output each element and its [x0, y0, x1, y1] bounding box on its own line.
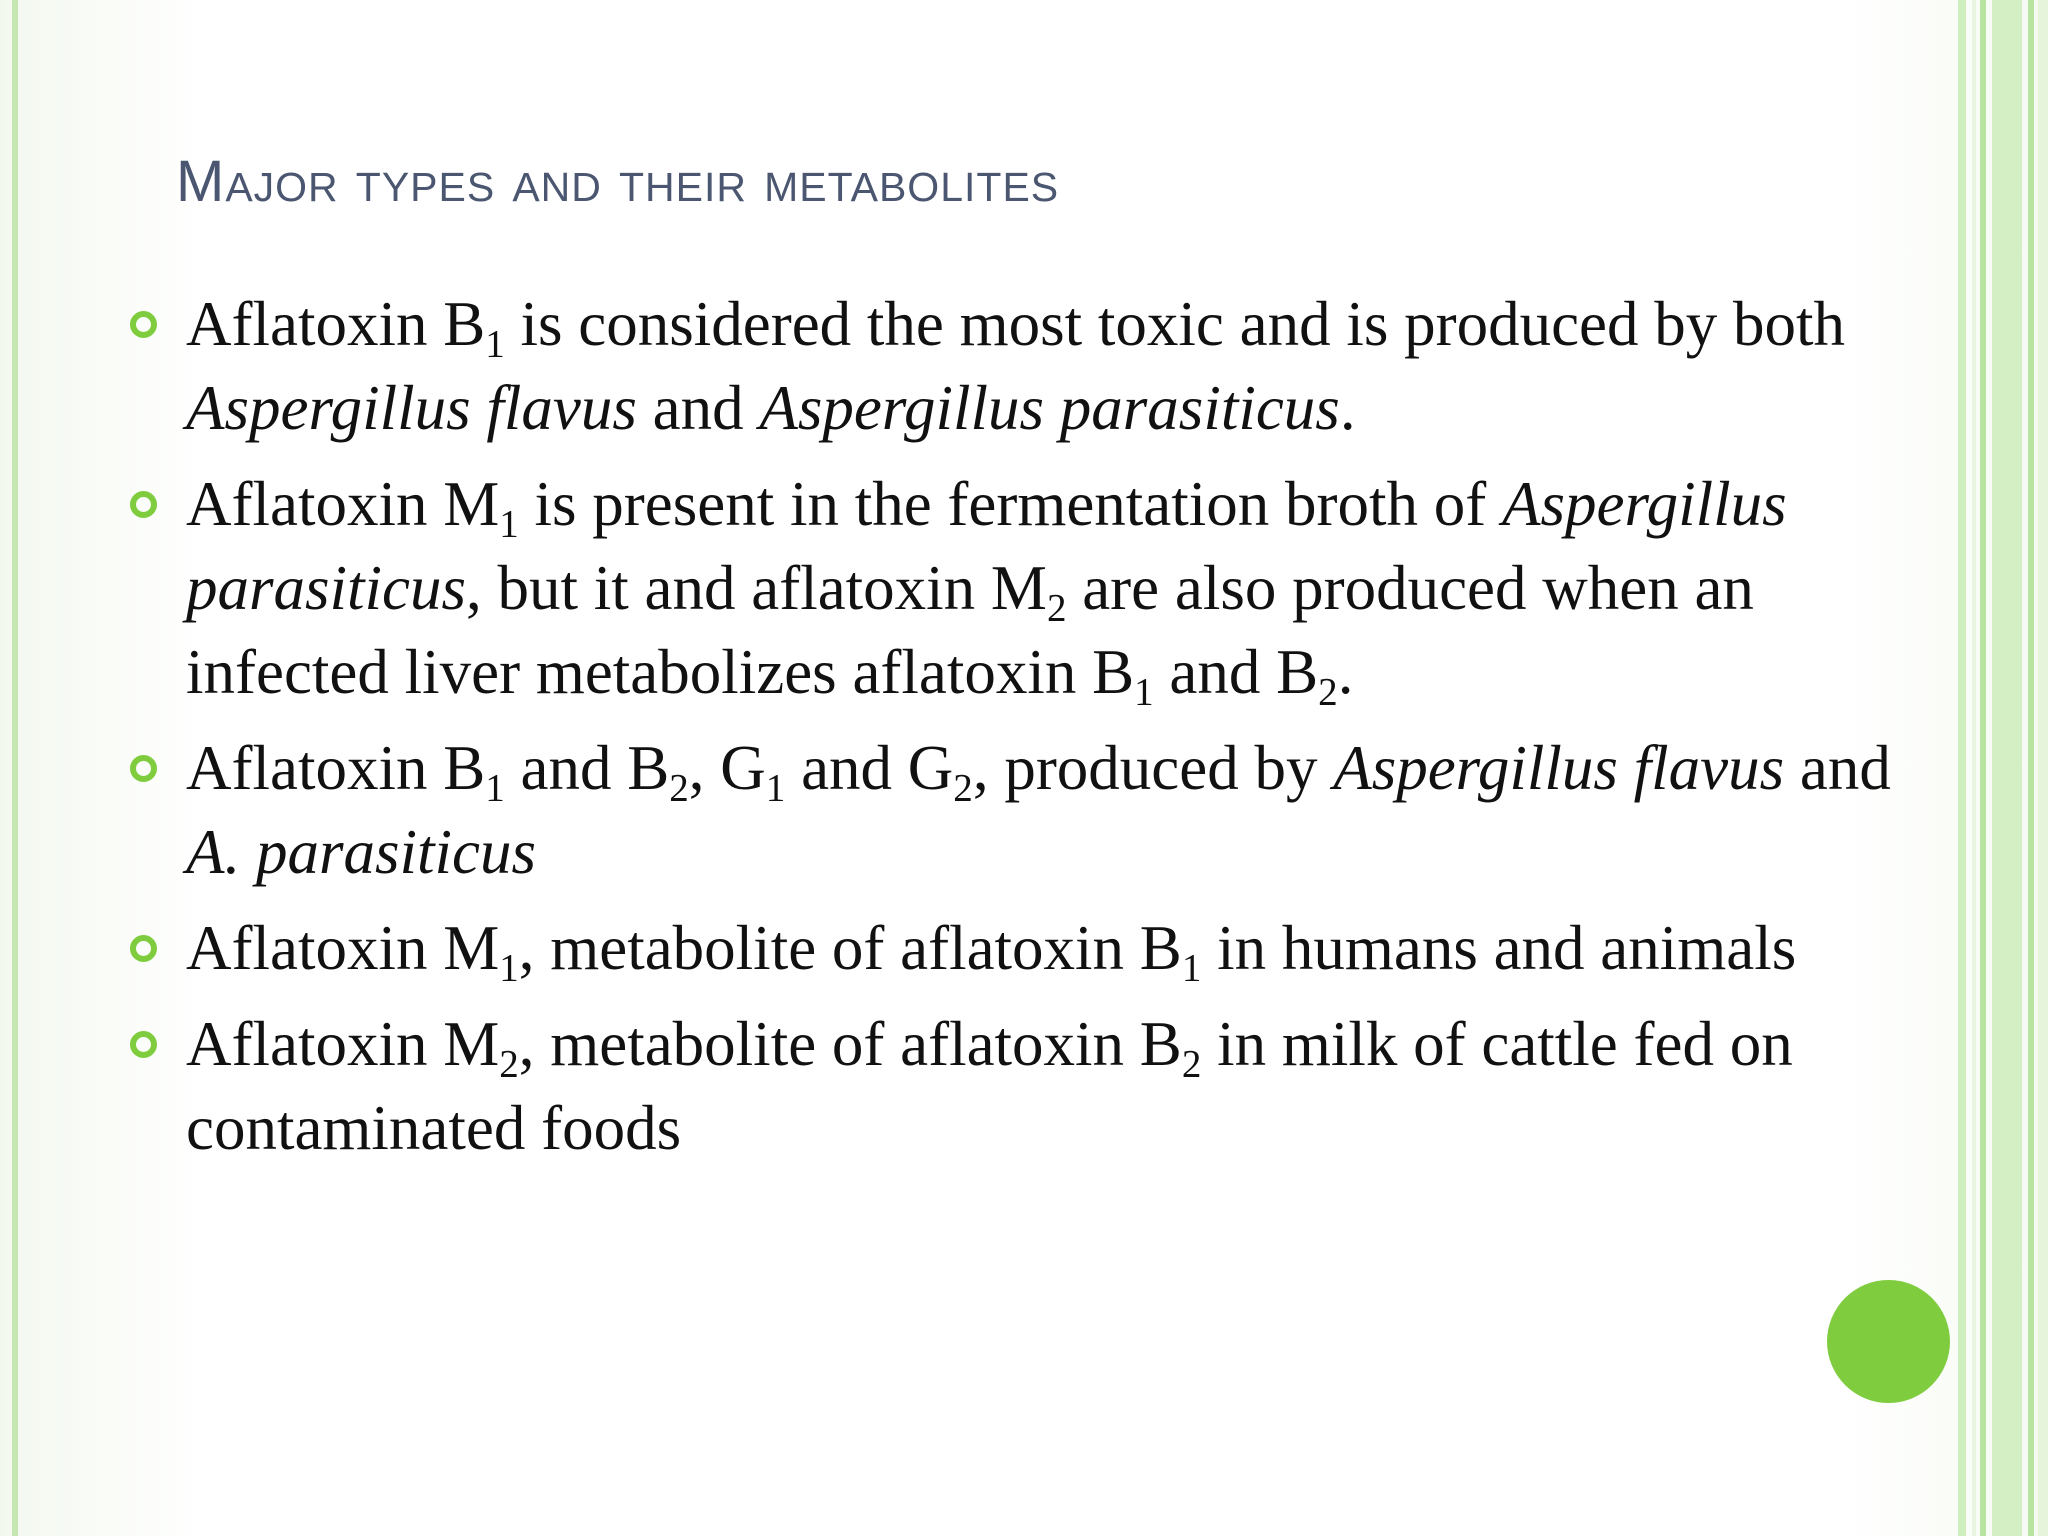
text-segment: , G	[688, 733, 766, 803]
subscript: 1	[1134, 670, 1154, 714]
italic-text: Aspergillus flavus	[1333, 733, 1785, 803]
text-segment: Aflatoxin M	[186, 1009, 500, 1079]
hollow-circle-bullet-icon	[130, 311, 157, 338]
subscript: 1	[485, 766, 505, 810]
text-segment: , metabolite of aflatoxin B	[518, 913, 1182, 983]
text-segment: and B	[1153, 637, 1319, 707]
text-segment: and	[1784, 733, 1891, 803]
text-segment: is considered the most toxic and is produced by both	[504, 289, 1846, 359]
text-segment: is present in the fermentation broth of	[518, 469, 1502, 539]
text-segment: .	[1337, 637, 1354, 707]
text-segment: are also produced when an infected liver metabolizes aflatoxin B	[186, 553, 1754, 707]
italic-text: Aspergillus parasiticus	[186, 469, 1787, 623]
subscript: 1	[485, 322, 505, 366]
subscript: 2	[1046, 586, 1067, 630]
subscript: 2	[1318, 670, 1338, 714]
subscript: 1	[499, 946, 519, 990]
bullet-text	[186, 469, 1787, 714]
text-segment: Aflatoxin B	[186, 733, 486, 803]
right-border-stripes	[1958, 0, 2048, 1536]
green-circle-decoration	[1827, 1280, 1950, 1403]
text-segment: in milk of cattle fed on contaminated foods	[186, 1009, 1793, 1163]
bullet-text	[186, 1009, 1793, 1163]
bullet-text	[186, 733, 1891, 887]
text-segment: in humans and animals	[1201, 913, 1797, 983]
bullet-item	[130, 462, 1930, 714]
stripe	[1980, 0, 1986, 1536]
bullet-text	[186, 289, 1845, 443]
stripe	[1958, 0, 1966, 1536]
subscript: 1	[765, 766, 786, 810]
italic-text: Aspergillus parasiticus	[759, 373, 1340, 443]
text-segment: , metabolite of aflatoxin B	[518, 1009, 1182, 1079]
hollow-circle-bullet-icon	[130, 755, 157, 782]
hollow-circle-bullet-icon	[130, 935, 157, 962]
left-border-stripe	[12, 0, 18, 1536]
slide-title: Major types and their metabolites	[176, 149, 1060, 214]
text-segment: and B	[504, 733, 670, 803]
text-segment: and	[636, 373, 760, 443]
text-segment: Aflatoxin M	[186, 469, 500, 539]
bullet-item	[130, 1002, 1930, 1170]
subscript: 2	[499, 1042, 519, 1086]
italic-text: Aspergillus flavus	[186, 373, 637, 443]
bullet-list	[130, 282, 1930, 1182]
italic-text: A. parasiticus	[186, 817, 537, 887]
text-segment: , but it and aflatoxin M	[466, 553, 1047, 623]
stripe	[1992, 0, 2022, 1536]
text-segment: Aflatoxin B	[186, 289, 486, 359]
text-segment: .	[1339, 373, 1356, 443]
text-segment: Aflatoxin M	[186, 913, 500, 983]
bullet-item	[130, 726, 1930, 894]
bullet-text	[186, 913, 1797, 990]
subscript: 1	[499, 502, 519, 546]
subscript: 2	[669, 766, 689, 810]
subscript: 1	[1181, 946, 1202, 990]
hollow-circle-bullet-icon	[130, 491, 157, 518]
stripe	[2038, 0, 2048, 1536]
bullet-item	[130, 906, 1930, 990]
hollow-circle-bullet-icon	[130, 1031, 157, 1058]
stripe	[2028, 0, 2034, 1536]
stripe	[1972, 0, 1976, 1536]
subscript: 2	[953, 766, 973, 810]
text-segment: , produced by	[972, 733, 1334, 803]
bullet-item	[130, 282, 1930, 450]
subscript: 2	[1181, 1042, 1202, 1086]
text-segment: and G	[785, 733, 954, 803]
